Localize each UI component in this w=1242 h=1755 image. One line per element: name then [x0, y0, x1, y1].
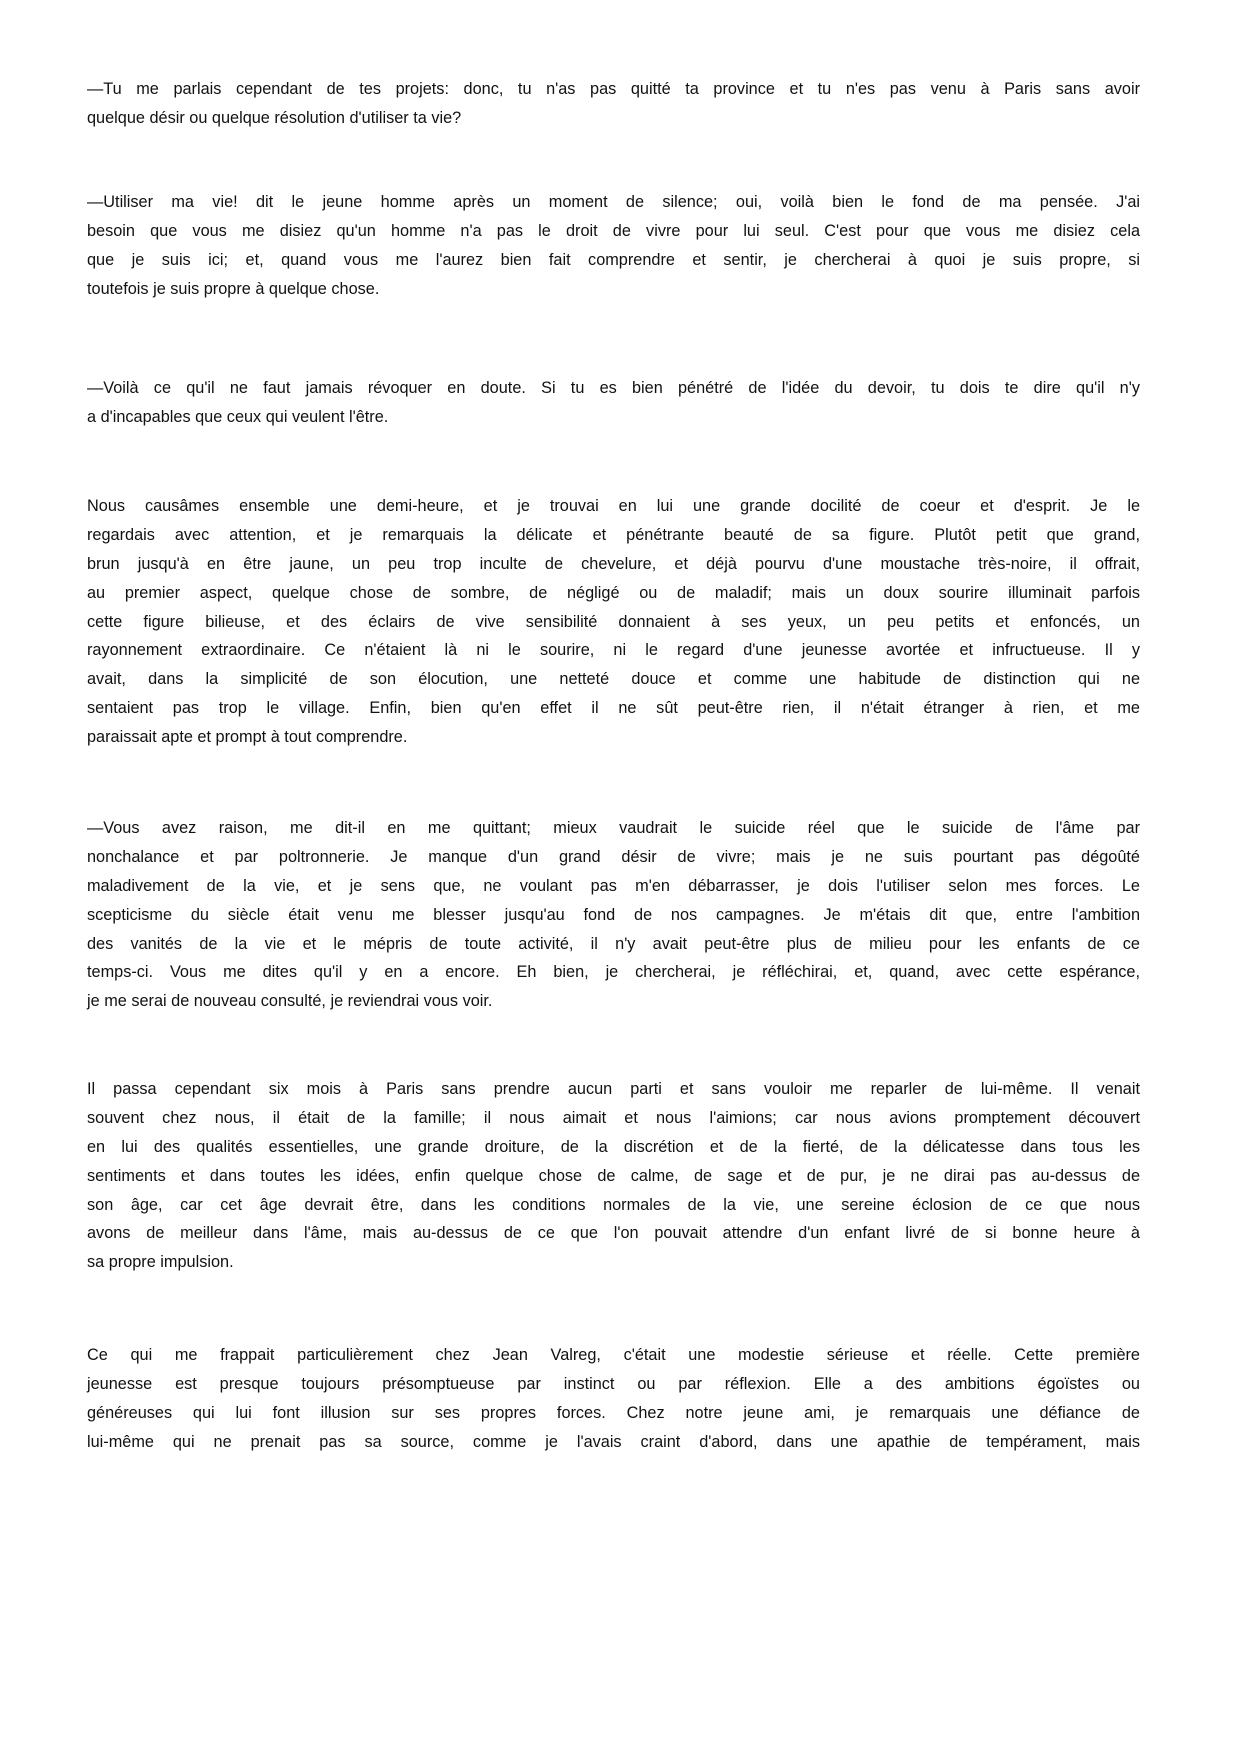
paragraph [87, 75, 1140, 133]
text-line: —Voilà ce qu'il ne faut jamais révoquer en doute. Si tu es bien pénétré de l'idée du devoir, tu dois te dire qu'il n'y [87, 379, 1140, 397]
text-line: que je suis ici; et, quand vous me l'aurez bien fait comprendre et sentir, je chercherai à quoi je suis propre, si [87, 250, 1140, 269]
text-line: sentiments et dans toutes les idées, enfin quelque chose de calme, de sage et de pur, je ne dirai pas au-dessus de [87, 1166, 1140, 1185]
text-line: au premier aspect, quelque chose de sombre, de négligé ou de maladif; mais un doux sourire illuminait parfois [87, 583, 1140, 602]
paragraph [87, 374, 1140, 432]
paragraph [87, 814, 1140, 1016]
text-line: —Vous avez raison, me dit-il en me quittant; mieux vaudrait le suicide réel que le suicide de l'âme par [87, 819, 1140, 837]
text-line: besoin que vous me disiez qu'un homme n'a pas le droit de vivre pour lui seul. C'est pour que vous me disiez cela [87, 221, 1140, 240]
text-line: regardais avec attention, et je remarquais la délicate et pénétrante beauté de sa figure. Plutôt petit que grand, [87, 525, 1140, 544]
text-line: —Utiliser ma vie! dit le jeune homme après un moment de silence; oui, voilà bien le fond de ma pensée. J'ai [87, 193, 1140, 211]
text-line: lui-même qui ne prenait pas sa source, comme je l'avais craint d'abord, dans une apathie de tempérament, mais [87, 1432, 1140, 1451]
text-line: des vanités de la vie et le mépris de toute activité, il n'y avait peut-être plus de milieu pour les enfants de ce [87, 934, 1140, 953]
text-line: rayonnement extraordinaire. Ce n'étaient là ni le sourire, ni le regard d'une jeunesse avortée et infructueuse. Il y [87, 641, 1140, 660]
paragraph [87, 1341, 1140, 1457]
text-line: —Tu me parlais cependant de tes projets: donc, tu n'as pas quitté ta province et tu n'es pas venu à Paris sans avoir [87, 80, 1140, 98]
text-line: avons de meilleur dans l'âme, mais au-dessus de ce que l'on pouvait attendre d'un enfant livré de si bonne heure à [87, 1224, 1140, 1243]
text-line: avait, dans la simplicité de son élocution, une netteté douce et comme une habitude de distinction qui ne [87, 670, 1140, 689]
text-line: nonchalance et par poltronnerie. Je manque d'un grand désir de vivre; mais je ne suis pourtant pas dégoûté [87, 847, 1140, 866]
text-line: sentaient pas trop le village. Enfin, bien qu'en effet il ne sût peut-être rien, il n'était étranger à rien, et me [87, 699, 1140, 718]
text-line: sa propre impulsion. [87, 1253, 234, 1272]
text-line: quelque désir ou quelque résolution d'utiliser ta vie? [87, 108, 462, 127]
text-line: je me serai de nouveau consulté, je reviendrai vous voir. [87, 992, 493, 1011]
text-line: a d'incapables que ceux qui veulent l'être. [87, 407, 389, 426]
text-line: scepticisme du siècle était venu me blesser jusqu'au fond de nos campagnes. Je m'étais dit que, entre l'ambition [87, 905, 1140, 924]
text-line: en lui des qualités essentielles, une grande droiture, de la discrétion et de la fierté, de la délicatesse dans tous les [87, 1137, 1140, 1156]
text-line: souvent chez nous, il était de la famille; il nous aimait et nous l'aimions; car nous avions promptement découvert [87, 1108, 1140, 1127]
text-line: cette figure bilieuse, et des éclairs de vive sensibilité donnaient à ses yeux, un peu petits et enfoncés, un [87, 612, 1140, 631]
text-line: paraissait apte et prompt à tout comprendre. [87, 728, 408, 747]
text-line: brun jusqu'à en être jaune, un peu trop inculte de chevelure, et déjà pourvu d'une moustache très-noire, il offrait, [87, 554, 1140, 573]
paragraph [87, 492, 1140, 752]
text-line: toutefois je suis propre à quelque chose. [87, 279, 380, 298]
text-line: temps-ci. Vous me dites qu'il y en a encore. Eh bien, je chercherai, je réfléchirai, et, quand, avec cette espérance, [87, 963, 1140, 982]
text-line: Il passa cependant six mois à Paris sans prendre aucun parti et sans vouloir me reparler de lui-même. Il venait [87, 1080, 1140, 1098]
text-line: jeunesse est presque toujours présomptueuse par instinct ou par réflexion. Elle a des ambitions égoïstes ou [87, 1374, 1140, 1393]
text-line: maladivement de la vie, et je sens que, ne voulant pas m'en débarrasser, je dois l'utiliser selon mes forces. Le [87, 876, 1140, 895]
text-line: Ce qui me frappait particulièrement chez Jean Valreg, c'était une modestie sérieuse et réelle. Cette première [87, 1346, 1140, 1364]
paragraph [87, 188, 1140, 304]
paragraph [87, 1075, 1140, 1277]
text-line: Nous causâmes ensemble une demi-heure, et je trouvai en lui une grande docilité de coeur et d'esprit. Je le [87, 497, 1140, 515]
text-line: généreuses qui lui font illusion sur ses propres forces. Chez notre jeune ami, je remarquais une défiance de [87, 1403, 1140, 1422]
text-line: son âge, car cet âge devrait être, dans les conditions normales de la vie, une sereine éclosion de ce que nous [87, 1195, 1140, 1214]
